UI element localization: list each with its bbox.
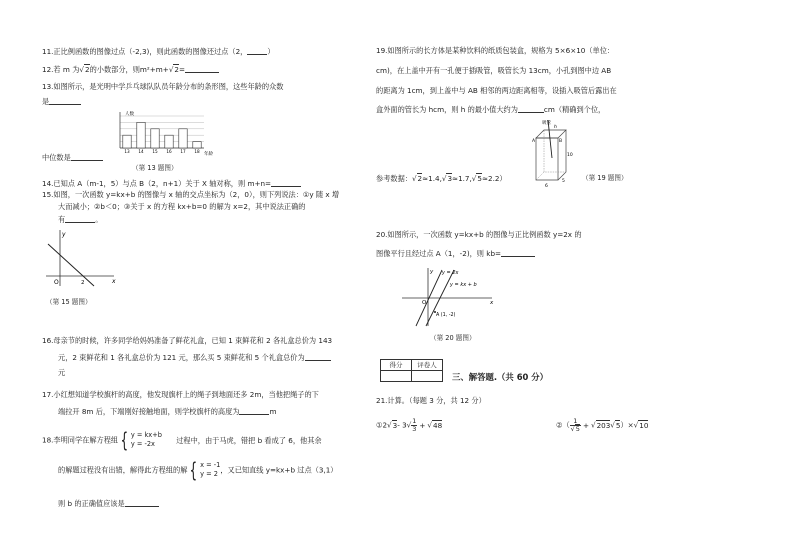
svg-text:6: 6 bbox=[545, 184, 548, 188]
chart-x-tick: 17 bbox=[180, 149, 186, 154]
question-19-line4: 盒外面的管长为 hcm，则 h 的最小值大约为 cm（精确到个位， bbox=[376, 105, 606, 114]
chart-ticks bbox=[124, 149, 200, 154]
question-16-line3: 元 bbox=[58, 368, 66, 377]
question-21-title: 21.计算。（每题 3 分，共 12 分） bbox=[376, 396, 486, 405]
svg-text:10: 10 bbox=[567, 153, 573, 158]
svg-text:y: y bbox=[62, 231, 66, 238]
chart-x-tick: 14 bbox=[138, 149, 144, 154]
question-16-line1: 16.母亲节的时候，许多同学给妈妈准备了鲜花礼盒，已知 1 束鲜花和 2 各礼盒总价为 143 bbox=[42, 336, 333, 345]
left-brace: { bbox=[120, 428, 129, 452]
figure-15-caption: （第 15 题图） bbox=[46, 298, 92, 306]
question-21-expr-1: ①2√3- 3√ $\frac{1}{3}$ + √48 bbox=[376, 417, 443, 433]
question-20-line2: 图像平行且经过点 A（1，-2)，则 kb= bbox=[376, 248, 535, 258]
chart-bar bbox=[179, 129, 187, 148]
answer-blank[interactable] bbox=[247, 46, 267, 55]
answer-blank[interactable] bbox=[49, 96, 81, 105]
figure-20 bbox=[398, 266, 498, 328]
question-16-line2: 元，2 束鲜花和 1 各礼盒总价为 121 元，那么买 5 束鲜花和 5 个礼盒总价为 bbox=[58, 352, 331, 362]
question-21-expr-2: ②（ $\frac{1}{√5}$ + √203√5）×√10 bbox=[556, 417, 649, 433]
question-19-line3: 的距离为 1cm，到上盖中与 AB 相邻的两边距离相等，设插入吸管后露出在 bbox=[376, 86, 617, 95]
svg-text:B: B bbox=[559, 139, 563, 144]
svg-text:5: 5 bbox=[562, 179, 565, 184]
answer-blank[interactable] bbox=[271, 178, 301, 187]
question-12: 12.若 m 为√2的小数部分，则m²+m+√2= bbox=[42, 64, 219, 74]
svg-text:x: x bbox=[112, 278, 116, 285]
question-17-line2: 端拉开 8m 后，下端刚好接触地面，则学校旗杆的高度为 m bbox=[58, 407, 277, 416]
question-19-line1: 19.如图所示的长方体是某种饮料的纸质包装盒，规格为 5×6×10（单位： bbox=[376, 46, 615, 55]
answer-blank[interactable] bbox=[239, 406, 269, 415]
chart-x-tick: 13 bbox=[124, 149, 130, 154]
question-13-line3: 中位数是 bbox=[42, 152, 103, 162]
question-18-line2: 的解题过程没有出错，解得此方程组的解 { x = -1 y = 2 ，又已知直线 y=kx+b 过点（3,1） bbox=[58, 458, 338, 482]
question-18-line1: 18.李明同学在解方程组 { y = kx+b y = -2x 过程中，由于马虎，错把 b 看成了 6，他其余 bbox=[42, 428, 322, 452]
chart-bar bbox=[151, 129, 159, 148]
left-brace: { bbox=[189, 458, 198, 482]
question-19-reference: 参考数据：√2≈1.4,√3≈1.7,√5≈2.2） bbox=[376, 174, 507, 183]
question-17-line1: 17.小红想知道学校旗杆的高度，他发现旗杆上的绳子到地面还多 2m，当他把绳子的下 bbox=[42, 390, 319, 399]
chart-grid bbox=[120, 112, 204, 148]
question-15-line2: 大而减小；②b＜0；③关于 x 的方程 kx+b=0 的解为 x=2，其中说法正确的 bbox=[58, 202, 306, 211]
chart-ylabel: 人数 bbox=[125, 112, 134, 117]
answer-blank[interactable] bbox=[65, 214, 95, 223]
question-15-line3: 有 。 bbox=[58, 215, 103, 224]
question-19-line2: cm)，在上盖中开有一孔便于插吸管，吸管长为 13cm，小孔到图中边 AB bbox=[376, 66, 612, 75]
figure-20-caption: （第 20 题图） bbox=[430, 334, 476, 342]
svg-text:A (1, -2): A (1, -2) bbox=[436, 313, 456, 318]
score-cell-label: 得分 bbox=[381, 360, 412, 371]
svg-text:y = kx + b: y = kx + b bbox=[450, 282, 477, 288]
svg-text:O: O bbox=[422, 300, 427, 306]
fraction: $\frac{1}{√5}$ bbox=[570, 417, 580, 433]
section-title: 三、解答题.（共 60 分） bbox=[452, 372, 549, 382]
grader-cell-label: 评卷人 bbox=[412, 360, 443, 371]
figure-15 bbox=[42, 228, 122, 290]
figure-19-box bbox=[524, 118, 574, 188]
answer-blank[interactable] bbox=[125, 498, 159, 507]
question-11: 11.正比例函数的图像过点（-2,3)，则此函数的图像还过点（2， ） bbox=[42, 47, 275, 56]
answer-blank[interactable] bbox=[185, 64, 219, 73]
question-15-line1: 15.如图，一次函数 y=kx+b 的图像与 x 轴的交点坐标为（2，0），则下列说法：①y 随 x 增 bbox=[42, 190, 340, 199]
sqrt-symbol: √ bbox=[79, 65, 84, 74]
chart-bar bbox=[137, 122, 145, 148]
answer-blank[interactable] bbox=[501, 248, 535, 257]
grader-cell[interactable] bbox=[412, 371, 443, 382]
svg-text:y: y bbox=[430, 269, 434, 275]
svg-text:h: h bbox=[554, 125, 557, 130]
score-table bbox=[380, 359, 443, 382]
question-18-line3: 则 b 的正确值应该是 bbox=[58, 498, 159, 508]
chart-bar bbox=[193, 142, 201, 148]
svg-text:O: O bbox=[54, 279, 59, 286]
answer-blank[interactable] bbox=[71, 152, 103, 161]
fraction: $\frac{1}{3}$ bbox=[412, 417, 417, 433]
chart-x-tick: 16 bbox=[166, 149, 172, 154]
figure-19-caption: （第 19 题图） bbox=[582, 174, 628, 182]
chart-x-tick: 15 bbox=[152, 149, 158, 154]
svg-text:x: x bbox=[490, 300, 494, 306]
svg-text:2: 2 bbox=[81, 280, 85, 286]
figure-13-caption: （第 13 题图） bbox=[132, 164, 178, 172]
age-bar-chart bbox=[110, 108, 220, 158]
chart-x-tick: 18 bbox=[194, 149, 200, 154]
chart-bar bbox=[165, 135, 173, 148]
answer-blank[interactable] bbox=[305, 352, 331, 361]
chart-xlabel: 年龄 bbox=[204, 152, 213, 157]
svg-text:y = 2x: y = 2x bbox=[442, 270, 459, 276]
svg-text:A: A bbox=[532, 139, 536, 144]
answer-blank[interactable] bbox=[518, 104, 544, 113]
question-13-line1: 13.如图所示，是光明中学乒乓球队队员年龄分布的条形图，这些年龄的众数 bbox=[42, 82, 284, 91]
question-13-line2: 是 bbox=[42, 96, 81, 106]
question-20-line1: 20.如图所示，一次函数 y=kx+b 的图像与正比例函数 y=2x 的 bbox=[376, 230, 582, 239]
chart-bar bbox=[123, 135, 131, 148]
svg-text:吸管: 吸管 bbox=[542, 121, 551, 126]
question-14: 14.已知点 A（m-1，5）与点 B（2，n+1）关于 X 轴对称，则 m+n= bbox=[42, 178, 301, 188]
score-cell[interactable] bbox=[381, 371, 412, 382]
